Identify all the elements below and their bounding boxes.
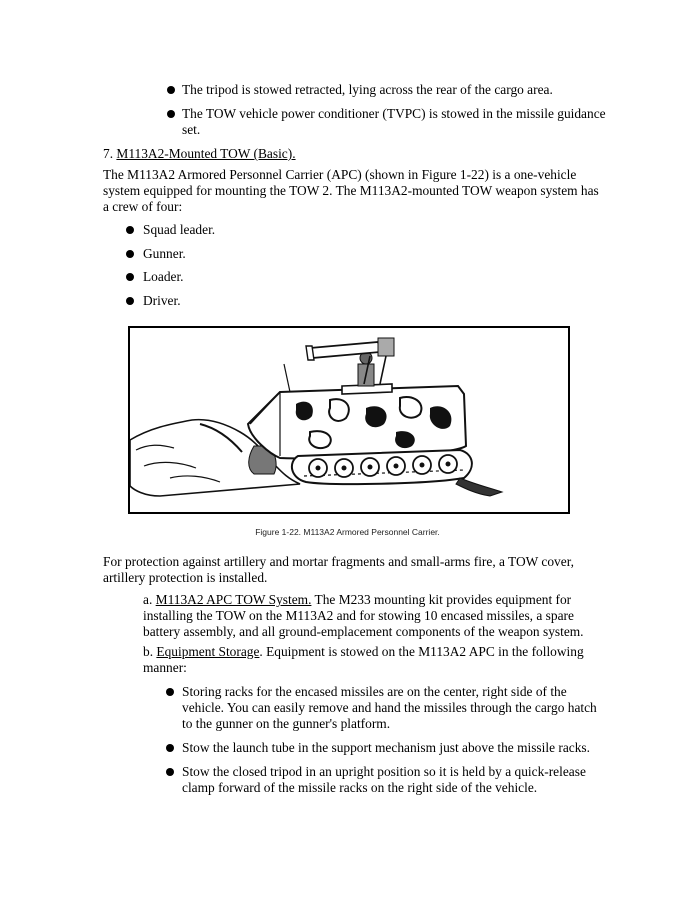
apc-illustration — [130, 328, 568, 512]
subsection-b-prefix: b. — [143, 644, 154, 659]
list-item: Stow the launch tube in the support mechanism just above the missile racks. — [182, 740, 602, 756]
list-item: Loader. — [143, 269, 215, 293]
list-item: Gunner. — [143, 246, 215, 270]
subsection-b-heading: Equipment Storage — [156, 644, 260, 659]
subsection-b-text: . Equipment is stowed on the M113A2 APC in the following manner: — [143, 644, 584, 675]
list-item: The tripod is stowed retracted, lying across the rear of the cargo area. — [182, 82, 622, 98]
storage-bullet-list — [182, 684, 602, 804]
subsection-a — [143, 592, 603, 640]
subsection-a-text: The M233 mounting kit provides equipment for installing the TOW on the M113A2 and for stowing 10 encased missiles, a spare battery assembly, and all ground-emplacement components of the weapon system. — [143, 592, 584, 639]
apc-figure — [128, 326, 570, 514]
list-item: Squad leader. — [143, 222, 215, 246]
subsection-b — [143, 644, 603, 676]
list-item: The TOW vehicle power conditioner (TVPC) is stowed in the missile guidance set. — [182, 106, 622, 138]
section-title: M113A2-Mounted TOW (Basic). — [116, 146, 296, 161]
intro-paragraph: The M113A2 Armored Personnel Carrier (APC) (shown in Figure 1-22) is a one-vehicle system equipped for mounting the TOW 2. The M113A2-mounted TOW weapon system has a crew of four: — [103, 167, 599, 214]
crew-list — [143, 222, 215, 316]
list-item: Storing racks for the encased missiles are on the center, right side of the vehicle. You can easily remove and hand the missiles through the cargo hatch to the gunner on the gunner's platform. — [182, 684, 602, 732]
section-heading — [103, 146, 296, 162]
list-item: Driver. — [143, 293, 215, 317]
top-bullet-list — [182, 82, 622, 146]
list-item: Stow the closed tripod in an upright position so it is held by a quick-release clamp forward of the missile racks on the right side of the vehicle. — [182, 764, 602, 796]
section-number: 7. — [103, 146, 114, 161]
protection-paragraph: For protection against artillery and mortar fragments and small-arms fire, a TOW cover, artillery protection is installed. — [103, 554, 574, 585]
subsection-a-prefix: a. — [143, 592, 153, 607]
figure-caption: Figure 1-22. M113A2 Armored Personnel Carrier. — [255, 527, 440, 537]
subsection-a-heading: M113A2 APC TOW System. — [155, 592, 312, 607]
